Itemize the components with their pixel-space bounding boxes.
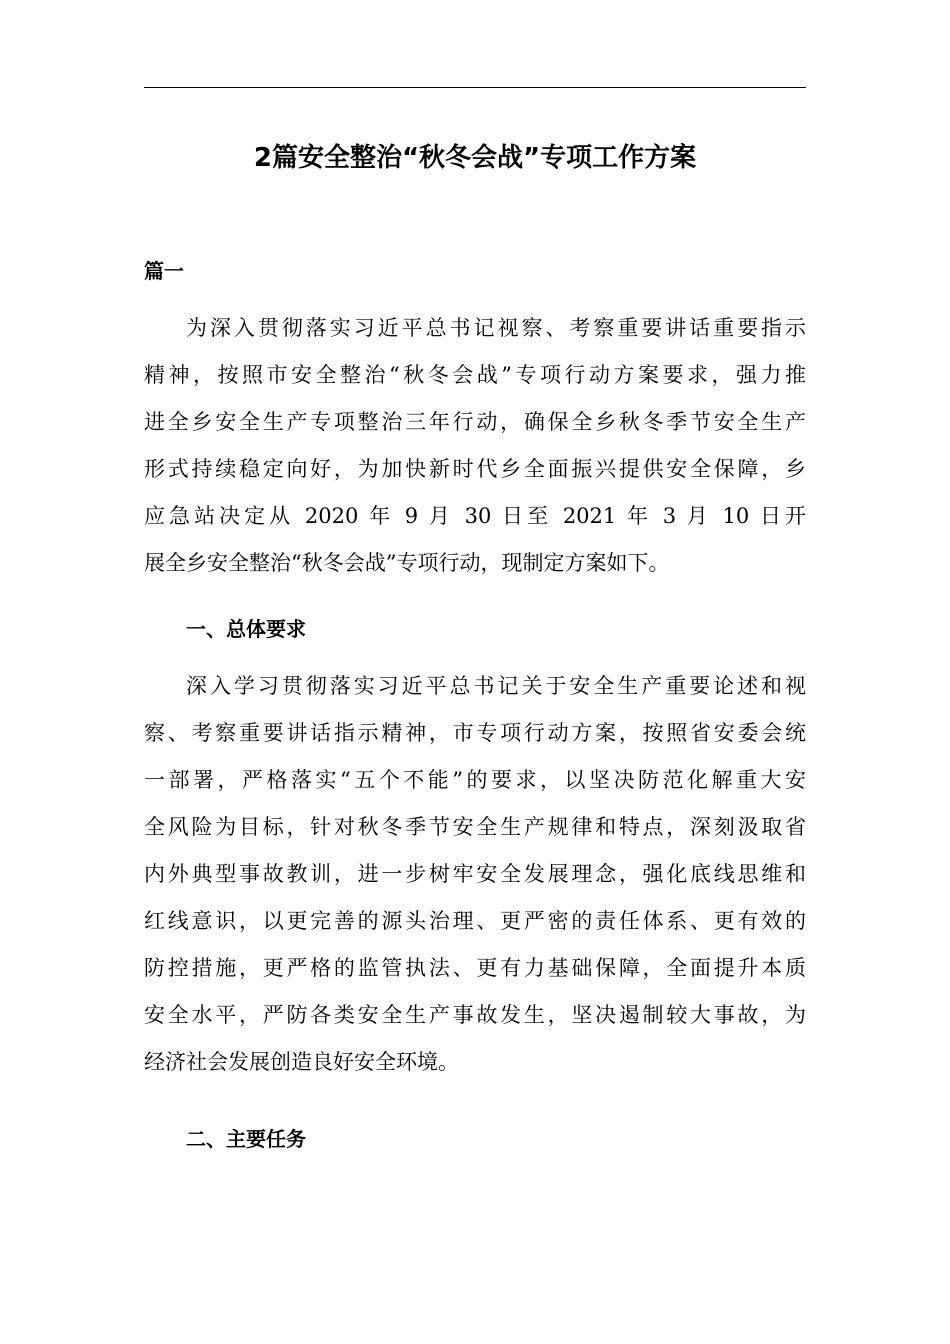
paragraph-line: 经济社会发展创造良好安全环境。 bbox=[144, 1050, 459, 1074]
paragraph-line: 防控措施，更严格的监管执法、更有力基础保障，全面提升本质 bbox=[144, 956, 806, 980]
document-title: 2篇安全整治“秋冬会战”专项工作方案 bbox=[253, 143, 697, 173]
intro-paragraph bbox=[144, 305, 806, 587]
paragraph-line: 展全乡安全整治“秋冬会战”专项行动，现制定方案如下。 bbox=[144, 551, 670, 575]
paragraph-line: 红线意识，以更完善的源头治理、更严密的责任体系、更有效的 bbox=[144, 909, 806, 933]
section-heading-tasks: 二、主要任务 bbox=[186, 1127, 306, 1151]
header-rule bbox=[144, 87, 806, 88]
paragraph-line: 深入学习贯彻落实习近平总书记关于安全生产重要论述和视 bbox=[186, 674, 806, 698]
paragraph-line: 为深入贯彻落实习近平总书记视察、考察重要讲话重要指示 bbox=[186, 316, 806, 340]
paragraph-line: 全风险为目标，针对秋冬季节安全生产规律和特点，深刻汲取省 bbox=[144, 815, 806, 839]
paragraph-line: 应急站决定从 2020 年 9 月 30 日至 2021 年 3 月 10 日开 bbox=[144, 504, 806, 528]
body-paragraph bbox=[144, 663, 806, 1086]
paragraph-line: 安全水平，严防各类安全生产事故发生，坚决遏制较大事故，为 bbox=[144, 1003, 806, 1027]
paragraph-line: 精神，按照市安全整治“秋冬会战”专项行动方案要求，强力推 bbox=[144, 363, 806, 387]
paragraph-line: 察、考察重要讲话指示精神，市专项行动方案，按照省安委会统 bbox=[144, 721, 806, 745]
section-heading-overall: 一、总体要求 bbox=[186, 617, 306, 641]
section-label: 篇一 bbox=[144, 259, 184, 283]
paragraph-line: 一部署，严格落实“五个不能”的要求，以坚决防范化解重大安 bbox=[144, 768, 806, 792]
paragraph-line: 形式持续稳定向好，为加快新时代乡全面振兴提供安全保障，乡 bbox=[144, 457, 806, 481]
paragraph-line: 内外典型事故教训，进一步树牢安全发展理念，强化底线思维和 bbox=[144, 862, 806, 886]
paragraph-line: 进全乡安全生产专项整治三年行动，确保全乡秋冬季节安全生产 bbox=[144, 410, 806, 434]
